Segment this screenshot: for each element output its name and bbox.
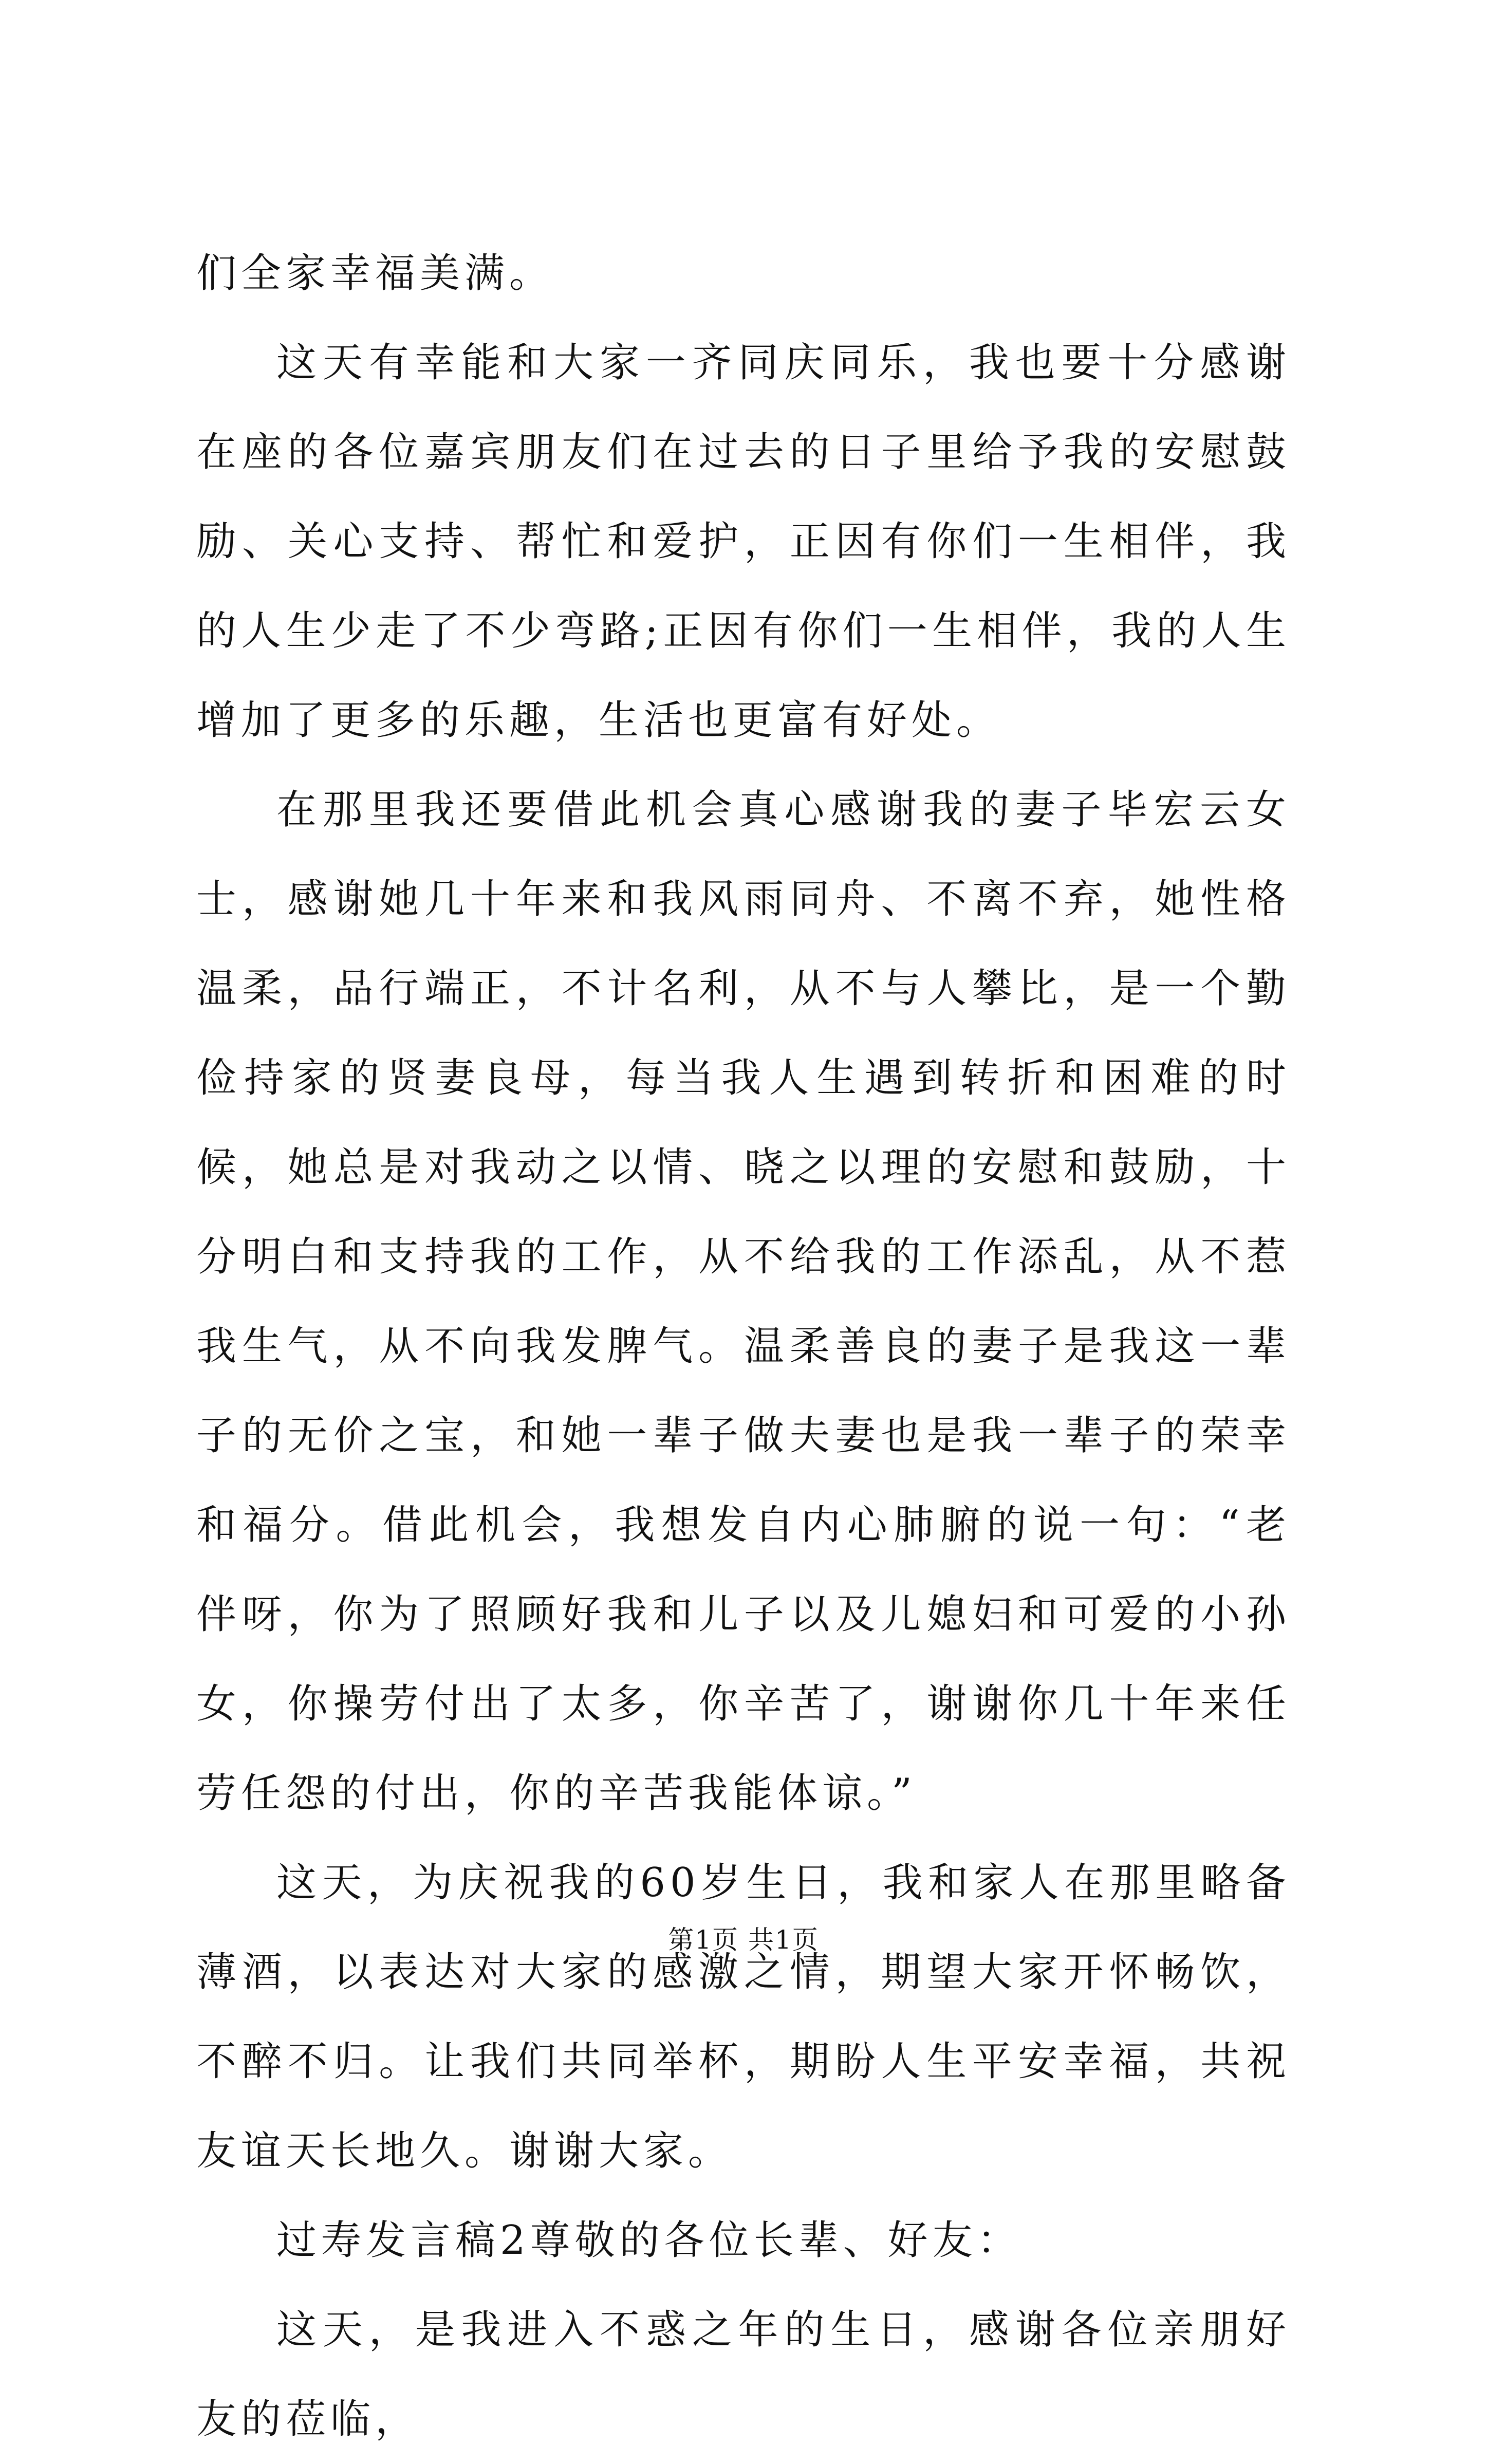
paragraph-6: 这天，是我进入不惑之年的生日，感谢各位亲朋好友的莅临， — [196, 2307, 1291, 2442]
document-body — [196, 229, 1291, 2464]
paragraph-2: 这天有幸能和大家一齐同庆同乐，我也要十分感谢在座的各位嘉宾朋友们在过去的日子里给予我的安慰鼓励、关心支持、帮忙和爱护，正因有你们一生相伴，我的人生少走了不少弯路;正因有你们一生相伴，我的人生增加了更多的乐趣，生活也更富有好处。 — [196, 340, 1291, 744]
paragraph-3: 在那里我还要借此机会真心感谢我的妻子毕宏云女士，感谢她几十年来和我风雨同舟、不离不弃，她性格温柔，品行端正，不计名利，从不与人攀比，是一个勤俭持家的贤妻良母，每当我人生遇到转折和困难的时候，她总是对我动之以情、晓之以理的安慰和鼓励，十分明白和支持我的工作，从不给我的工作添乱，从不惹我生气，从不向我发脾气。温柔善良的妻子是我这一辈子的无价之宝，和她一辈子做夫妻也是我一辈子的荣幸和福分。借此机会，我想发自内心肺腑的说一句：“老伴呀，你为了照顾好我和儿子以及儿媳妇和可爱的小孙女，你操劳付出了太多，你辛苦了，谢谢你几十年来任劳任怨的付出，你的辛苦我能体谅。” — [196, 787, 1291, 1817]
page-number-footer: 第1页 共1页 — [668, 1925, 819, 1955]
paragraph-1: 们全家幸福美满。 — [196, 250, 554, 297]
paragraph-4: 这天，为庆祝我的60岁生日，我和家人在那里略备薄酒，以表达对大家的感激之情，期望大家开怀畅饮，不醉不归。让我们共同举杯，期盼人生平安幸福，共祝友谊天长地久。谢谢大家。 — [196, 1860, 1291, 2174]
paragraph-5: 过寿发言稿2尊敬的各位长辈、好友： — [276, 2217, 1022, 2264]
